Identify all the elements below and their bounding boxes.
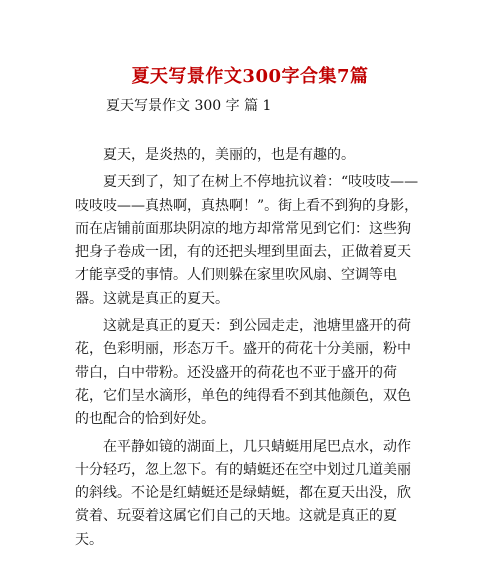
paragraph: 夏天，是炎热的，美丽的，也是有趣的。 xyxy=(103,147,355,163)
document-title: 夏天写景作文300字合集7篇 xyxy=(131,66,369,87)
paragraph: 在平静如镜的湖面上，几只蜻蜓用尾巴点水，动作十分轻巧，忽上忽下。有的蜻蜓还在空中划过几道美丽的斜线。不论是红蜻蜓还是绿蜻蜓，都在夏天出没，欣赏着、玩耍着这属它们自己的天地。这就是真正的夏天。 xyxy=(75,438,411,548)
paragraph: 夏天到了，知了在树上不停地抗议着：“吱吱吱——吱吱吱——真热啊，真热啊！”。街上看不到狗的身影，而在店铺前面那块阴凉的地方却常常见到它们：这些狗把身子卷成一团，有的还把头埋到里面去，正做着夏天才能享受的事情。人们则躲在家里吹风扇、空调等电器。这就是真正的夏天。 xyxy=(75,174,419,307)
section-heading: 夏天写景作文 300 字 篇 1 xyxy=(106,98,272,114)
essay-body xyxy=(75,144,423,556)
paragraph: 这就是真正的夏天：到公园走走，池塘里盛开的荷花，色彩明丽，形态万千。盛开的荷花十分美丽，粉中带白，白中带粉。还没盛开的荷花也不亚于盛开的荷花，它们呈水滴形，单色的纯得看不到其他颜色，双色的也配合的恰到好处。 xyxy=(75,318,411,428)
